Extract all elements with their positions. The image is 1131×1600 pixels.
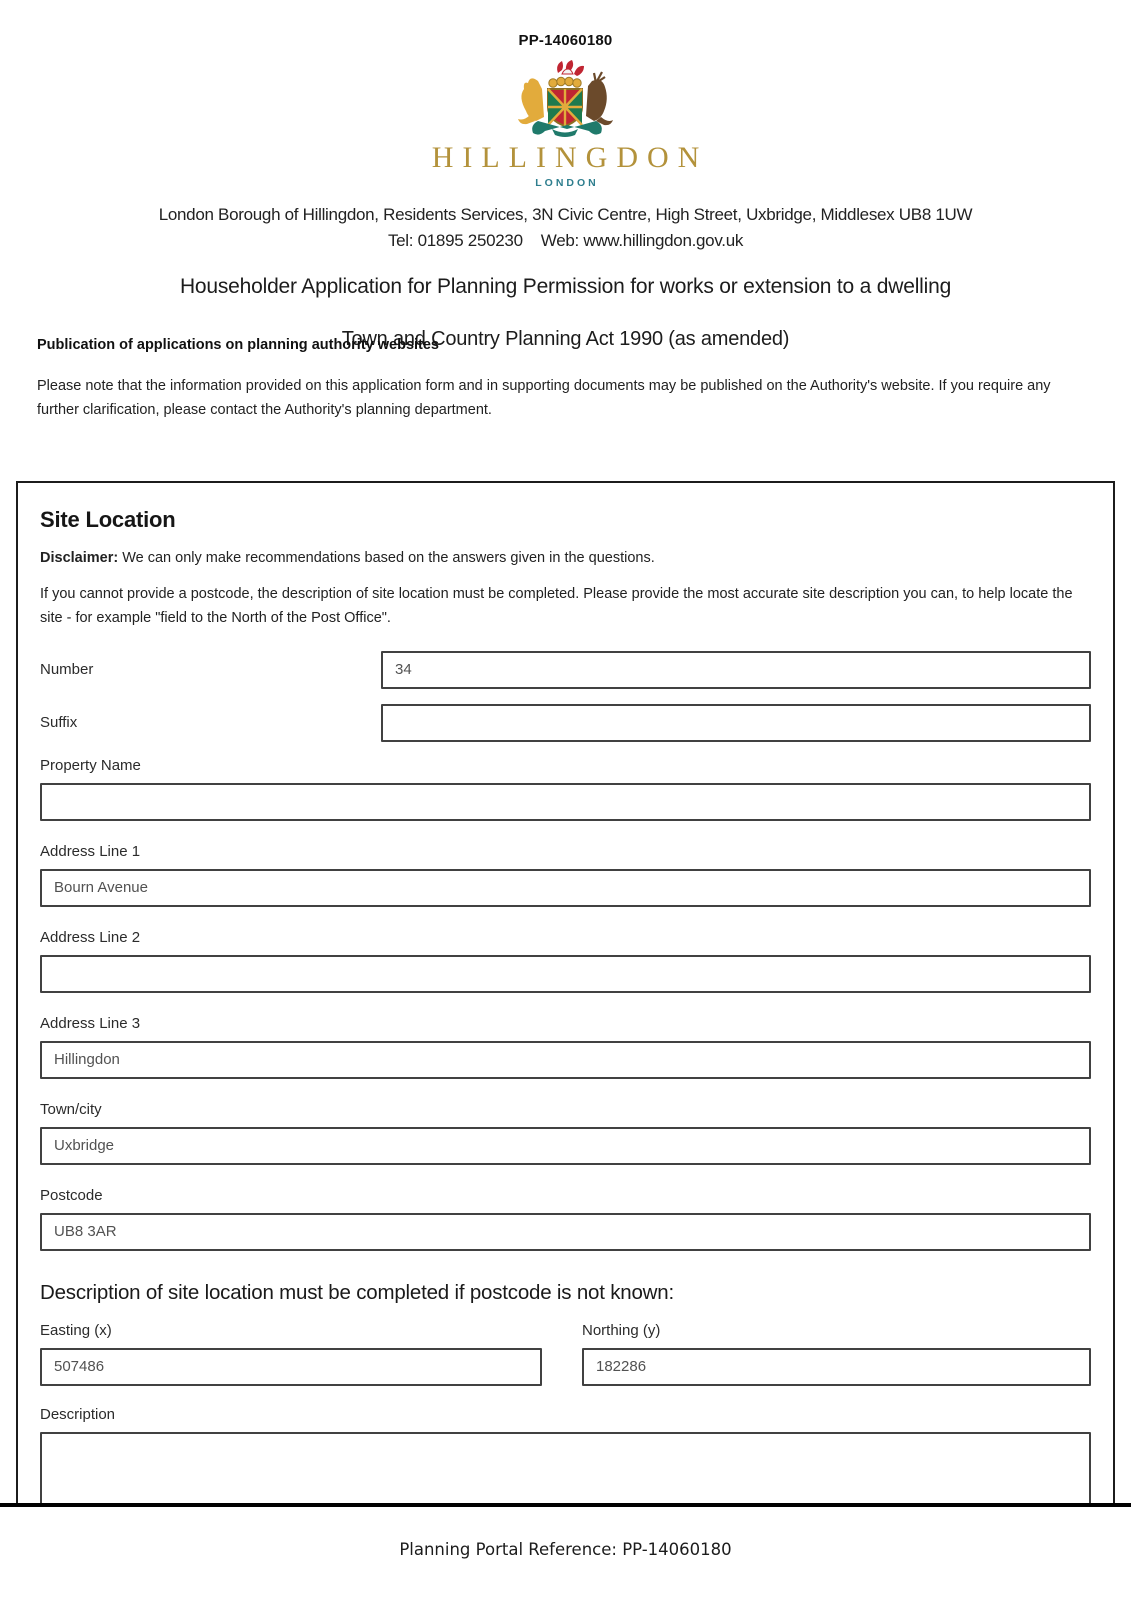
disclaimer-label: Disclaimer:: [40, 550, 119, 566]
number-field-label: Number: [40, 660, 94, 678]
publication-heading: Publication of applications on planning authority websites: [37, 337, 439, 353]
address-line-2-label: Address Line 2: [40, 928, 141, 946]
property-name-label: Property Name: [40, 756, 141, 774]
hillingdon-logo: [0, 59, 1131, 189]
logo-wordmark: HILLINGDON: [431, 141, 709, 174]
org-address: London Borough of Hillingdon, Residents Services, 3N Civic Centre, High Street, Uxbridge, Middlesex UB8 1UW: [158, 204, 973, 224]
northing-field: [582, 1322, 1091, 1386]
description-field-row: [40, 1406, 1091, 1505]
town-city-input[interactable]: [40, 1127, 1091, 1165]
property-name-field-row: [40, 757, 1091, 821]
address-line-3-input[interactable]: [40, 1041, 1091, 1079]
address-line-1-input[interactable]: [40, 869, 1091, 907]
disclaimer-text: We can only make recommendations based on the answers given in the questions.: [118, 550, 655, 566]
org-contact-web: Web: www.hillingdon.gov.uk: [540, 230, 744, 250]
address-line-3-field-row: [40, 1015, 1091, 1079]
postcode-instruction: If you cannot provide a postcode, the description of site location must be completed. Please provide the most accurate site description you can, to help locate the site - for example "field to the North of the Post Office".: [40, 586, 1073, 626]
org-contact: [0, 231, 1131, 251]
easting-input[interactable]: [40, 1348, 542, 1386]
org-contact-tel: Tel: 01895 250230: [387, 230, 523, 250]
act-subtitle: Town and Country Planning Act 1990 (as amended): [341, 327, 790, 350]
footer-reference: Planning Portal Reference: PP-14060180: [399, 1540, 732, 1559]
hillingdon-crest-icon: [500, 59, 632, 141]
town-city-label: Town/city: [40, 1100, 102, 1118]
easting-field: [40, 1322, 542, 1386]
town-city-field-row: [40, 1101, 1091, 1165]
address-line-1-field-row: [40, 843, 1091, 907]
form-title: Householder Application for Planning Permission for works or extension to a dwelling: [179, 274, 952, 298]
address-line-2-input[interactable]: [40, 955, 1091, 993]
number-input[interactable]: [381, 651, 1091, 689]
description-label: Description: [40, 1405, 116, 1423]
easting-label: Easting (x): [40, 1321, 112, 1339]
suffix-input[interactable]: [381, 704, 1091, 742]
disclaimer-note: [40, 550, 1091, 566]
document-header: [0, 0, 1131, 351]
suffix-field-row: [40, 704, 1091, 742]
postcode-input[interactable]: [40, 1213, 1091, 1251]
site-location-heading: Site Location: [40, 507, 176, 532]
northing-label: Northing (y): [582, 1321, 661, 1339]
address-line-3-label: Address Line 3: [40, 1014, 141, 1032]
publication-note: Please note that the information provided on this application form and in supporting documents may be published on the Authority's website. If you require any further clarification, please contact the Authority's planning department.: [37, 378, 1051, 419]
property-name-input[interactable]: [40, 783, 1091, 821]
description-textarea[interactable]: [40, 1432, 1091, 1505]
postcode-label: Postcode: [40, 1186, 103, 1204]
number-field-row: [40, 651, 1091, 689]
address-line-2-field-row: [40, 929, 1091, 993]
postcode-field-row: [40, 1187, 1091, 1251]
coordinates-row: [40, 1322, 1091, 1386]
address-line-1-label: Address Line 1: [40, 842, 141, 860]
description-heading: Description of site location must be completed if postcode is not known:: [40, 1280, 674, 1304]
northing-input[interactable]: [582, 1348, 1091, 1386]
site-location-section: [16, 481, 1115, 1505]
suffix-field-label: Suffix: [40, 713, 78, 731]
reference-number: PP-14060180: [518, 32, 613, 49]
logo-sublabel: LONDON: [535, 177, 599, 189]
page-break-rule: [0, 1503, 1131, 1507]
